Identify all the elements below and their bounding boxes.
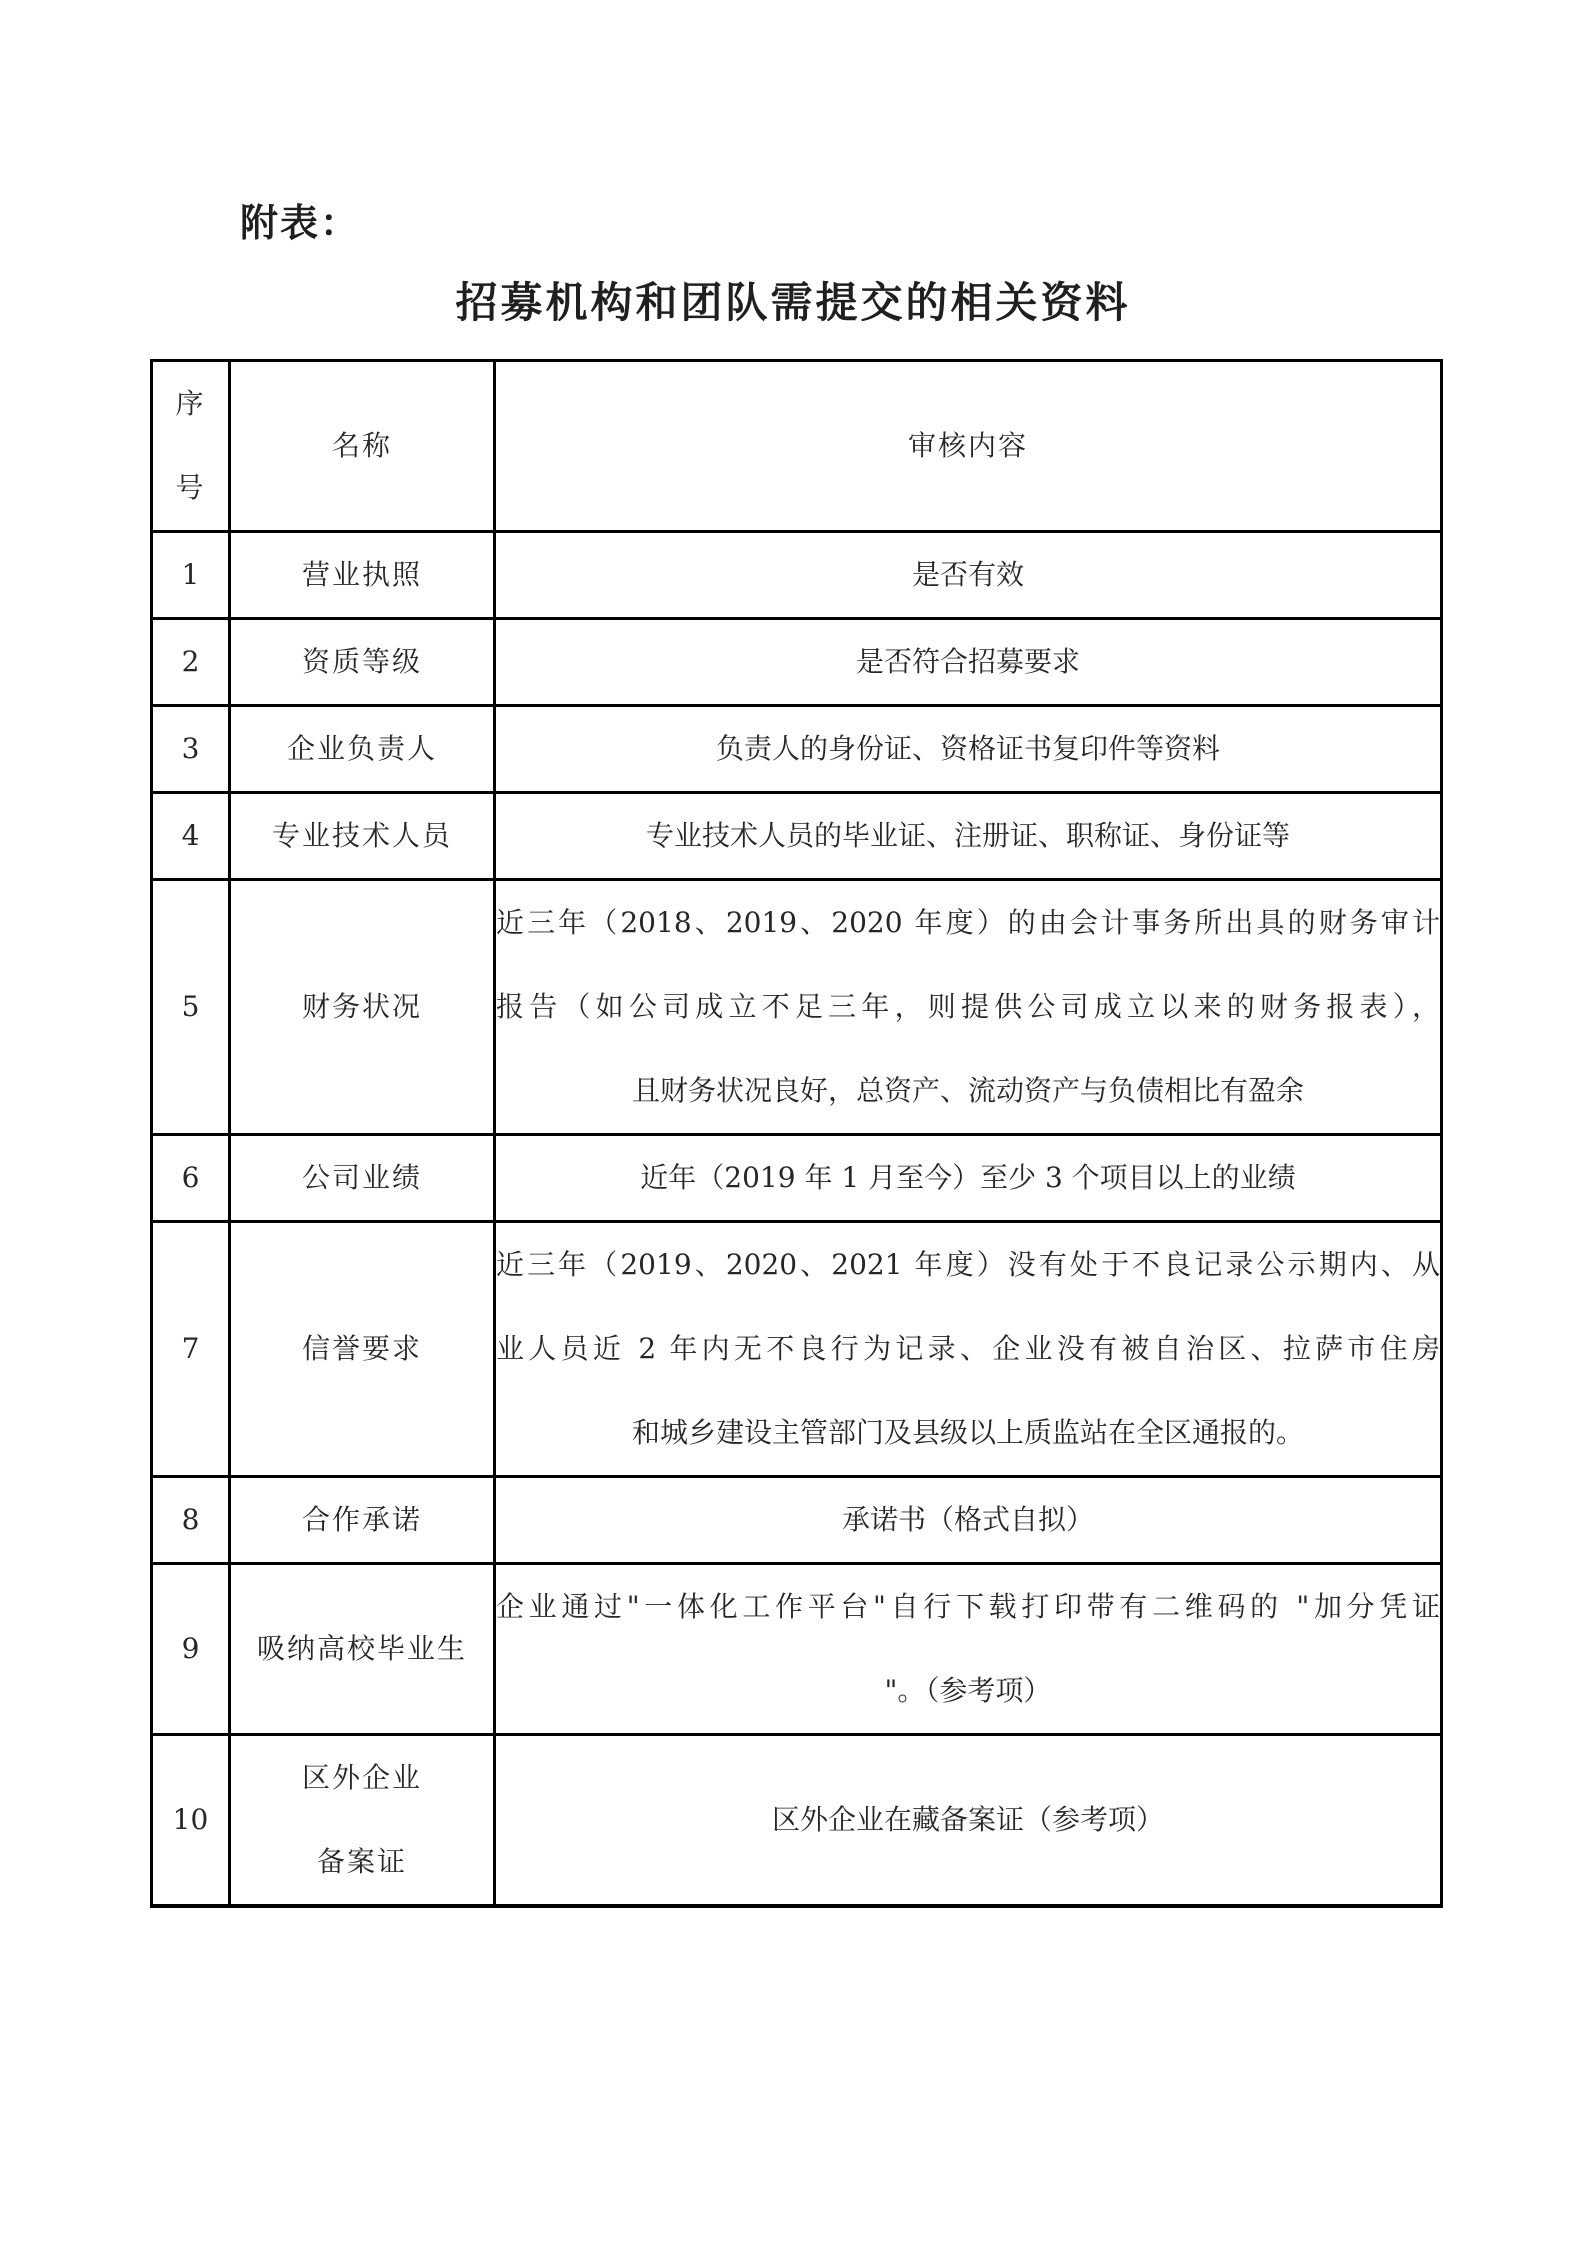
row-number-cell — [152, 706, 230, 793]
cell-line: 近三年（2019、2020、2021 年度）没有处于不良记录公示期内、从 — [496, 1248, 1440, 1281]
header-cell-1 — [230, 361, 495, 532]
content-cell — [495, 1135, 1442, 1222]
table-header-row — [152, 361, 1442, 532]
table-row — [152, 706, 1442, 793]
cell-line: 区外企业在藏备案证（参考项） — [771, 1803, 1164, 1836]
cell-line: 1 — [181, 558, 200, 591]
appendix-label: 附表： — [240, 200, 361, 245]
content-cell — [495, 1222, 1442, 1477]
cell-line: 营业执照 — [301, 558, 422, 591]
cell-line: 备案证 — [316, 1845, 407, 1878]
row-number-cell — [152, 1477, 230, 1564]
cell-line: 近年（2019 年 1 月至今）至少 3 个项目以上的业绩 — [640, 1161, 1296, 1194]
name-cell — [230, 706, 495, 793]
cell-line: 6 — [181, 1161, 200, 1194]
row-number-cell — [152, 880, 230, 1135]
cell-line: 9 — [181, 1632, 200, 1665]
cell-line: 吸纳高校毕业生 — [256, 1632, 467, 1665]
cell-line: 是否符合招募要求 — [855, 645, 1080, 678]
table-row — [152, 1564, 1442, 1735]
cell-line: 3 — [181, 732, 200, 765]
name-cell — [230, 793, 495, 880]
row-number-cell — [152, 1564, 230, 1735]
table-row — [152, 532, 1442, 619]
cell-line: "。（参考项） — [884, 1674, 1052, 1707]
cell-line: 7 — [181, 1332, 200, 1365]
name-cell — [230, 619, 495, 706]
row-number-cell — [152, 532, 230, 619]
row-number-cell — [152, 793, 230, 880]
cell-line: 号 — [175, 471, 206, 504]
table-row — [152, 793, 1442, 880]
cell-line: 5 — [181, 990, 200, 1023]
cell-line: 是否有效 — [911, 558, 1024, 591]
cell-line: 审核内容 — [907, 429, 1028, 462]
cell-line: 负责人的身份证、资格证书复印件等资料 — [715, 732, 1220, 765]
row-number-cell — [152, 619, 230, 706]
cell-line: 序 — [175, 387, 206, 420]
table-row — [152, 1222, 1442, 1477]
cell-line: 近三年（2018、2019、2020 年度）的由会计事务所出具的财务审计 — [496, 906, 1440, 939]
cell-line: 公司业绩 — [301, 1161, 422, 1194]
cell-line: 和城乡建设主管部门及县级以上质监站在全区通报的。 — [631, 1416, 1304, 1449]
name-cell — [230, 1735, 495, 1907]
cell-line: 企业通过"一体化工作平台"自行下载打印带有二维码的 "加分凭证 — [496, 1590, 1440, 1623]
row-number-cell — [152, 1735, 230, 1907]
cell-line: 2 — [181, 645, 200, 678]
cell-line: 报告（如公司成立不足三年，则提供公司成立以来的财务报表）， — [496, 990, 1440, 1023]
cell-line: 承诺书（格式自拟） — [841, 1503, 1094, 1536]
table-row — [152, 1135, 1442, 1222]
cell-line: 区外企业 — [301, 1761, 422, 1794]
table-row — [152, 1735, 1442, 1907]
cell-line: 10 — [172, 1803, 209, 1836]
cell-line: 合作承诺 — [301, 1503, 422, 1536]
cell-line: 信誉要求 — [301, 1332, 422, 1365]
page-title: 招募机构和团队需提交的相关资料 — [455, 278, 1131, 327]
name-cell — [230, 1477, 495, 1564]
name-cell — [230, 1135, 495, 1222]
table-row — [152, 619, 1442, 706]
name-cell — [230, 880, 495, 1135]
content-cell — [495, 793, 1442, 880]
cell-line: 且财务状况良好，总资产、流动资产与负债相比有盈余 — [631, 1074, 1304, 1107]
row-number-cell — [152, 1135, 230, 1222]
cell-line: 4 — [181, 819, 200, 852]
cell-line: 资质等级 — [301, 645, 422, 678]
header-cell-0 — [152, 361, 230, 532]
row-number-cell — [152, 1222, 230, 1477]
materials-table — [150, 359, 1443, 1908]
cell-line: 名称 — [331, 429, 392, 462]
content-cell — [495, 706, 1442, 793]
cell-line: 专业技术人员的毕业证、注册证、职称证、身份证等 — [645, 819, 1290, 852]
content-cell — [495, 619, 1442, 706]
header-cell-2 — [495, 361, 1442, 532]
table-body — [152, 532, 1442, 1907]
name-cell — [230, 1222, 495, 1477]
table-row — [152, 1477, 1442, 1564]
content-cell — [495, 1564, 1442, 1735]
content-cell — [495, 532, 1442, 619]
cell-line: 业人员近 2 年内无不良行为记录、企业没有被自治区、拉萨市住房 — [496, 1332, 1440, 1365]
content-cell — [495, 1477, 1442, 1564]
cell-line: 8 — [181, 1503, 200, 1536]
content-cell — [495, 1735, 1442, 1907]
content-cell — [495, 880, 1442, 1135]
table-row — [152, 880, 1442, 1135]
name-cell — [230, 1564, 495, 1735]
name-cell — [230, 532, 495, 619]
cell-line: 财务状况 — [301, 990, 422, 1023]
cell-line: 专业技术人员 — [271, 819, 452, 852]
cell-line: 企业负责人 — [286, 732, 437, 765]
table-header — [152, 361, 1442, 532]
